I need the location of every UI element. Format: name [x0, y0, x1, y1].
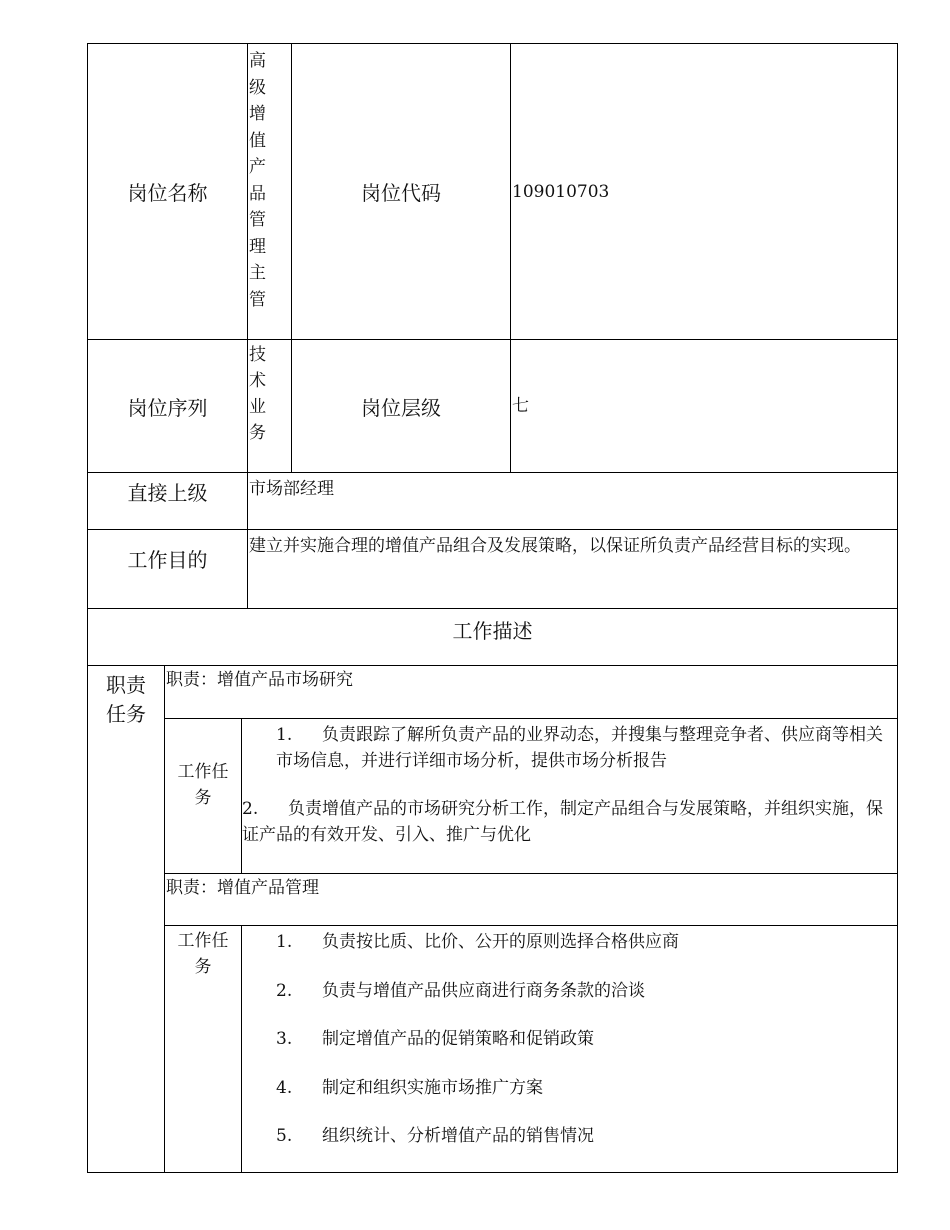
position-series-label: 岗位序列	[127, 395, 208, 420]
position-name-label-cell	[87, 43, 248, 340]
purpose-value-cell	[247, 529, 898, 609]
supervisor-label-cell	[87, 472, 248, 530]
supervisor-value-cell	[247, 472, 898, 530]
description-title: 工作描述	[452, 619, 533, 643]
task-number: 4.	[276, 1077, 293, 1098]
position-level-value-cell	[510, 339, 898, 473]
duties-label: 职责任务	[106, 673, 146, 726]
position-series-value-cell	[247, 339, 292, 473]
task-list	[242, 926, 897, 1172]
task-number: 2.	[276, 980, 293, 1001]
duties-label-cell	[87, 665, 165, 1173]
task-label: 工作任务	[177, 931, 229, 977]
task-number: 3.	[276, 1029, 293, 1049]
position-code-value-cell	[510, 43, 898, 340]
task-text: 制定和组织实施市场推广方案	[322, 1077, 543, 1098]
purpose-label-cell	[87, 529, 248, 609]
task-list	[242, 719, 897, 848]
list-item	[242, 1123, 897, 1172]
supervisor-label: 直接上级	[127, 481, 208, 505]
list-item	[242, 1075, 897, 1124]
task-text: 负责跟踪了解所负责产品的业界动态，并搜集与整理竞争者、供应商等相关市场信息，并进行详细市场分析，提供市场分析报告	[276, 725, 883, 771]
duty-heading-cell	[164, 665, 898, 719]
position-name-value: 高级增值产品管理主管	[249, 51, 266, 310]
duty-heading-cell	[164, 873, 898, 926]
task-list-cell	[241, 925, 898, 1173]
list-item	[242, 796, 897, 848]
task-number: 1.	[276, 725, 293, 745]
task-number: 1.	[276, 932, 293, 952]
list-item	[242, 978, 897, 1027]
purpose-value: 建立并实施合理的增值产品组合及发展策略，以保证所负责产品经营目标的实现。	[249, 536, 861, 556]
list-item	[242, 929, 897, 978]
position-code-value: 109010703	[512, 181, 610, 202]
duty-heading: 职责：增值产品市场研究	[166, 670, 353, 690]
position-series-value: 技术业务	[249, 345, 266, 443]
position-series-label-cell	[87, 339, 248, 473]
purpose-label: 工作目的	[127, 548, 208, 572]
task-label-cell	[164, 925, 242, 1173]
list-item	[242, 1026, 897, 1075]
task-text: 负责增值产品的市场研究分析工作，制定产品组合与发展策略，并组织实施，保证产品的有效开发、引入、推广与优化	[242, 799, 883, 845]
list-item	[242, 719, 897, 774]
position-level-label: 岗位层级	[361, 395, 441, 420]
position-level-value: 七	[512, 396, 529, 416]
task-text: 组织统计、分析增值产品的销售情况	[322, 1126, 594, 1146]
task-label: 工作任务	[177, 762, 229, 808]
position-code-label: 岗位代码	[361, 181, 441, 205]
position-level-label-cell	[291, 339, 511, 473]
task-list-cell	[241, 718, 898, 874]
position-code-label-cell	[291, 43, 511, 340]
task-text: 负责按比质、比价、公开的原则选择合格供应商	[322, 932, 679, 952]
task-text: 负责与增值产品供应商进行商务条款的洽谈	[322, 980, 645, 1001]
supervisor-value: 市场部经理	[249, 479, 334, 499]
task-number: 2.	[242, 799, 259, 819]
description-title-cell	[87, 608, 898, 666]
task-number: 5.	[276, 1126, 293, 1146]
duty-heading: 职责：增值产品管理	[166, 878, 319, 898]
task-text: 制定增值产品的促销策略和促销政策	[322, 1029, 594, 1049]
position-name-value-cell	[247, 43, 292, 340]
position-name-label: 岗位名称	[127, 181, 208, 205]
task-label-cell	[164, 718, 242, 874]
